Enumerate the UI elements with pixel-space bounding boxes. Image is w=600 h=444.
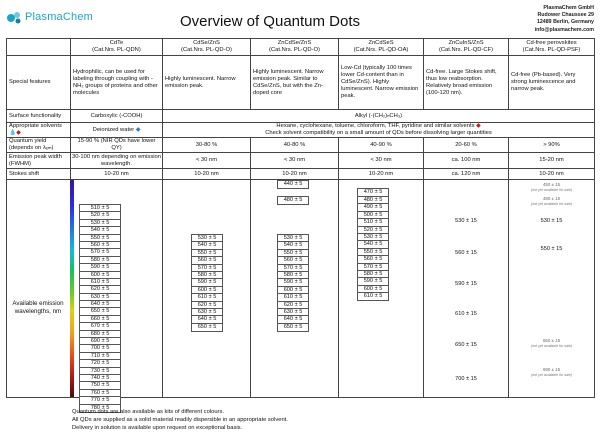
wavelength-item: 550 ± 5	[278, 250, 308, 257]
row-fwhm	[7, 153, 595, 169]
qy-zncdses: 40-90 %	[339, 138, 424, 153]
corner-cell	[7, 39, 71, 56]
wavelength-item: 730 ± 5	[80, 368, 120, 375]
stokes-cdse: 10-20 nm	[163, 169, 251, 180]
plasmachem-logo-icon	[6, 10, 24, 26]
wavelength-item: 560 ± 5	[80, 242, 120, 249]
address-email[interactable]: info@plasmachem.com	[534, 26, 594, 33]
column-header-cdse-zns: CdSe/ZnS (Cat.Nrs. PL-QD-O)	[163, 39, 251, 56]
wavelength-item: 470 ± 5	[363, 189, 383, 195]
wavelength-item: 700 ± 15	[455, 376, 477, 382]
wavelength-item: 740 ± 5	[80, 375, 120, 382]
wavelength-item: 550 ± 5	[358, 249, 388, 256]
wavelength-item: 610 ± 5	[278, 294, 308, 301]
wavelength-value: 650 ± 15	[542, 338, 561, 343]
surface-other: Alkyl (-(CH₂)ₙCH₃)	[163, 110, 595, 123]
wavelength-item: 620 ± 5	[192, 302, 222, 309]
wavelength-item: 560 ± 5	[278, 257, 308, 264]
company-logo	[6, 9, 94, 27]
wavelength-item: 480 ± 5	[358, 197, 388, 204]
fwhm-zncdse: < 30 nm	[251, 153, 339, 169]
wavelength-item: 660 ± 5	[80, 316, 120, 323]
qy-perovskites: > 90%	[509, 138, 595, 153]
wavelength-item: 610 ± 15	[455, 311, 477, 317]
wavelength-item: 620 ± 5	[278, 302, 308, 309]
availability-note: (not yet available for sale)	[530, 373, 573, 377]
solvents-cdte: Deionized water ◆	[71, 123, 163, 138]
address-line: Rudower Chaussee 29	[537, 12, 594, 19]
wavelength-item: 580 ± 5	[80, 257, 120, 264]
water-drop-icon: 💧	[9, 130, 17, 136]
fwhm-cdse: < 30 nm	[163, 153, 251, 169]
row-label: Surface functionality	[7, 110, 71, 123]
wavelength-item: 690 ± 5	[80, 338, 120, 345]
wavelength-list	[357, 196, 389, 301]
wavelength-item: 560 ± 15	[455, 250, 477, 256]
wavelength-item: 670 ± 5	[80, 323, 120, 330]
stokes-zncdse: 10-20 nm	[251, 169, 339, 180]
wavelength-item: 600 ± 5	[278, 287, 308, 294]
wavelength-item: 720 ± 5	[80, 360, 120, 367]
wavelength-item-unavailable	[509, 196, 594, 206]
features-zncdses: Low-Cd (typically 100 times lower Cd-content than in CdSe/ZnS). Highly luminescent. Narrow emission peak.	[339, 56, 424, 110]
wavelength-item: 650 ± 5	[80, 308, 120, 315]
column-header-zncdse-zns: ZnCdSe/ZnS (Cat.Nrs. PL-QD-O)	[251, 39, 339, 56]
row-wavelengths	[7, 180, 595, 398]
wavelength-list	[191, 234, 223, 332]
wavelength-value: 480 ± 15	[542, 196, 561, 201]
wavelength-item: 510 ± 5	[80, 205, 120, 212]
wavelength-item: 560 ± 5	[192, 257, 222, 264]
availability-note: (not yet available for sale)	[530, 188, 573, 192]
row-solvents	[7, 123, 595, 138]
wavelength-item: 640 ± 5	[80, 301, 120, 308]
wavelength-item: 640 ± 5	[278, 316, 308, 323]
wavelengths-zncuins	[424, 180, 509, 398]
wavelength-item: 630 ± 5	[278, 309, 308, 316]
wavelength-item: 520 ± 5	[358, 227, 388, 234]
wavelength-item: 610 ± 5	[80, 279, 120, 286]
availability-note: (not yet available for sale)	[530, 344, 573, 348]
wavelength-item: 500 ± 5	[358, 212, 388, 219]
wavelength-item: 570 ± 5	[358, 264, 388, 271]
wavelength-item: 600 ± 5	[192, 287, 222, 294]
fwhm-zncdses: < 30 nm	[339, 153, 424, 169]
wavelengths-perovskites	[509, 180, 595, 398]
qy-zncdse: 40-80 %	[251, 138, 339, 153]
fwhm-zncuins: ca. 100 nm	[424, 153, 509, 169]
wavelength-item: 530 ± 15	[455, 218, 477, 224]
stokes-cdte: 10-20 nm	[71, 169, 163, 180]
wavelength-item: 590 ± 5	[80, 264, 120, 271]
wavelength-item-unavailable	[509, 367, 594, 377]
quantum-dots-table	[6, 38, 595, 411]
solvent-drop-icon: ◆	[16, 130, 21, 136]
stokes-perovskites: 10-20 nm	[509, 169, 595, 180]
wavelength-item: 620 ± 5	[80, 286, 120, 293]
row-label: Special features	[7, 56, 71, 110]
row-label: Emission peak width (FWHM)	[7, 153, 71, 169]
wavelength-item: 490 ± 5	[358, 204, 388, 211]
wavelength-list	[277, 196, 309, 205]
address-line: PlasmaChem GmbH	[543, 5, 594, 11]
wavelength-item: 600 ± 5	[80, 272, 120, 279]
wavelength-item: 530 ± 5	[192, 235, 222, 242]
wavelength-item: 610 ± 5	[192, 294, 222, 301]
wavelength-item: 590 ± 5	[358, 278, 388, 285]
surface-cdte: Carboxylic (-COOH)	[71, 110, 163, 123]
wavelength-item: 760 ± 5	[80, 390, 120, 397]
wavelengths-zncdse	[251, 180, 339, 398]
wavelength-item: 570 ± 5	[80, 249, 120, 256]
wavelength-item: 530 ± 5	[358, 234, 388, 241]
row-surface	[7, 110, 595, 123]
wavelength-item: 630 ± 5	[192, 309, 222, 316]
wavelength-item: 550 ± 5	[80, 235, 120, 242]
wavelength-item: 540 ± 5	[192, 242, 222, 249]
wavelength-item: 650 ± 5	[283, 323, 303, 330]
wavelength-item: 600 ± 5	[358, 286, 388, 293]
wavelength-item: 540 ± 5	[278, 242, 308, 249]
wavelength-item: 710 ± 5	[80, 353, 120, 360]
wavelengths-cdse	[163, 180, 251, 398]
footnote: Delivery in solution is available upon request on exceptional basis.	[72, 425, 243, 431]
wavelength-item: 560 ± 5	[358, 256, 388, 263]
wavelength-item: 570 ± 5	[278, 265, 308, 272]
qy-cdse: 30-80 %	[163, 138, 251, 153]
row-label: Quantum yield (depends on λₑₘ)	[7, 138, 71, 153]
address-line: 12489 Berlin, Germany	[536, 19, 594, 26]
wavelength-item: 650 ± 15	[455, 342, 477, 348]
availability-note: (not yet available for sale)	[530, 202, 573, 206]
column-header-perovskites: Cd-free perovskites (Cat.Nrs. PL-QD-PSF)	[509, 39, 595, 56]
wavelength-item-unavailable	[509, 182, 594, 192]
wavelength-item: 550 ± 5	[192, 250, 222, 257]
column-header-cdte: CdTe (Cat.Nrs. PL-QDN)	[71, 39, 163, 56]
header-row	[7, 39, 595, 56]
qy-zncuins: 20-60 %	[424, 138, 509, 153]
wavelength-value: 690 ± 15	[542, 367, 561, 372]
qy-cdte: 15-90 % (NIR QDs have lower QY)	[71, 138, 163, 153]
wavelength-item: 630 ± 5	[80, 294, 120, 301]
row-label: Available emission wavelengths, nm	[12, 300, 64, 315]
solvent-drop-icon: ◆	[476, 123, 481, 129]
features-zncuins: Cd-free. Large Stokes shift, thus low reabsorption. Relatively broad emission (100-120 nm).	[424, 56, 509, 110]
stokes-zncdses: 10-20 nm	[339, 169, 424, 180]
features-perovskites: Cd-free (Pb-based). Very strong luminescence and narrow peak.	[509, 56, 595, 110]
wavelength-item: 480 ± 5	[283, 197, 303, 203]
wavelength-value: 450 ± 15	[542, 182, 561, 187]
wavelength-label-cell	[7, 180, 71, 398]
logo-text: PlasmaChem	[25, 11, 94, 23]
wavelength-item: 680 ± 5	[80, 331, 120, 338]
wavelength-item-unavailable	[509, 338, 594, 348]
wavelength-item: 540 ± 5	[358, 241, 388, 248]
column-header-zncdses: ZnCdSeS (Cat.Nrs. PL-QD-OA)	[339, 39, 424, 56]
wavelength-item: 440 ± 5	[283, 181, 303, 187]
fwhm-perovskites: 15-20 nm	[509, 153, 595, 169]
row-special-features	[7, 56, 595, 110]
row-label-solvents: Appropriate solvents 💧◆	[7, 123, 71, 138]
wavelength-item: 650 ± 5	[197, 323, 217, 330]
features-cdte: Hydrophilic, can be used for labeling through coupling with -NH₂ groups of proteins and other molecules	[71, 56, 163, 110]
wavelength-item: 580 ± 5	[278, 272, 308, 279]
solvents-other: Hexane, cyclohexane, toluene, chloroform, THF, pyridine and similar solvents ◆ Check solvent compatibility on a small amount of QDs before dissolving larger quantities	[163, 123, 595, 138]
wavelength-item: 640 ± 5	[192, 316, 222, 323]
wavelength-item: 530 ± 15	[540, 218, 563, 224]
wavelength-list	[277, 180, 309, 189]
column-header-zncuins-zns: ZnCuInS/ZnS (Cat.Nrs. PL-QD-CF)	[424, 39, 509, 56]
row-label: Stokes shift	[7, 169, 71, 180]
wavelength-item: 530 ± 5	[278, 235, 308, 242]
wavelength-item: 550 ± 15	[540, 246, 563, 252]
company-address	[535, 5, 594, 34]
wavelength-item: 570 ± 5	[192, 265, 222, 272]
wavelengths-cdte	[71, 180, 163, 411]
wavelength-item: 590 ± 15	[455, 281, 477, 287]
wavelength-item: 610 ± 5	[363, 293, 383, 300]
wavelength-item: 580 ± 5	[358, 271, 388, 278]
wavelength-item: 780 ± 5	[90, 404, 110, 411]
wavelength-item: 530 ± 5	[80, 220, 120, 227]
wavelengths-zncdses	[339, 180, 424, 398]
wavelength-list	[79, 204, 121, 413]
wavelength-item: 750 ± 5	[80, 382, 120, 389]
footnote: All QDs are supplied as a solid material readily dispersible in an appropriate solvent.	[72, 417, 288, 423]
wavelength-item: 540 ± 5	[80, 227, 120, 234]
wavelength-item: 700 ± 5	[80, 345, 120, 352]
wavelength-item: 770 ± 5	[80, 397, 120, 404]
footnote: Quantum dots are also available as kits of different colours.	[72, 409, 224, 415]
wavelength-item: 590 ± 5	[192, 279, 222, 286]
wavelength-list	[277, 234, 309, 332]
footnotes	[72, 408, 288, 432]
row-quantum-yield	[7, 138, 595, 153]
page-title: Overview of Quantum Dots	[179, 13, 361, 30]
wavelength-item: 580 ± 5	[192, 272, 222, 279]
wavelength-item: 510 ± 5	[358, 219, 388, 226]
features-cdse: Highly luminescent. Narrow emission peak.	[163, 56, 251, 110]
stokes-zncuins: ca. 120 nm	[424, 169, 509, 180]
water-drop-icon: ◆	[135, 126, 141, 133]
row-stokes-shift	[7, 169, 595, 180]
wavelength-item: 520 ± 5	[80, 212, 120, 219]
fwhm-cdte: 30-100 nm depending on emission wavelength.	[72, 153, 161, 167]
features-zncdse: Highly luminescent. Narrow emission peak. Similar to CdSe/ZnS, but with the Zn-doped core	[251, 56, 339, 110]
wavelength-item: 590 ± 5	[278, 279, 308, 286]
